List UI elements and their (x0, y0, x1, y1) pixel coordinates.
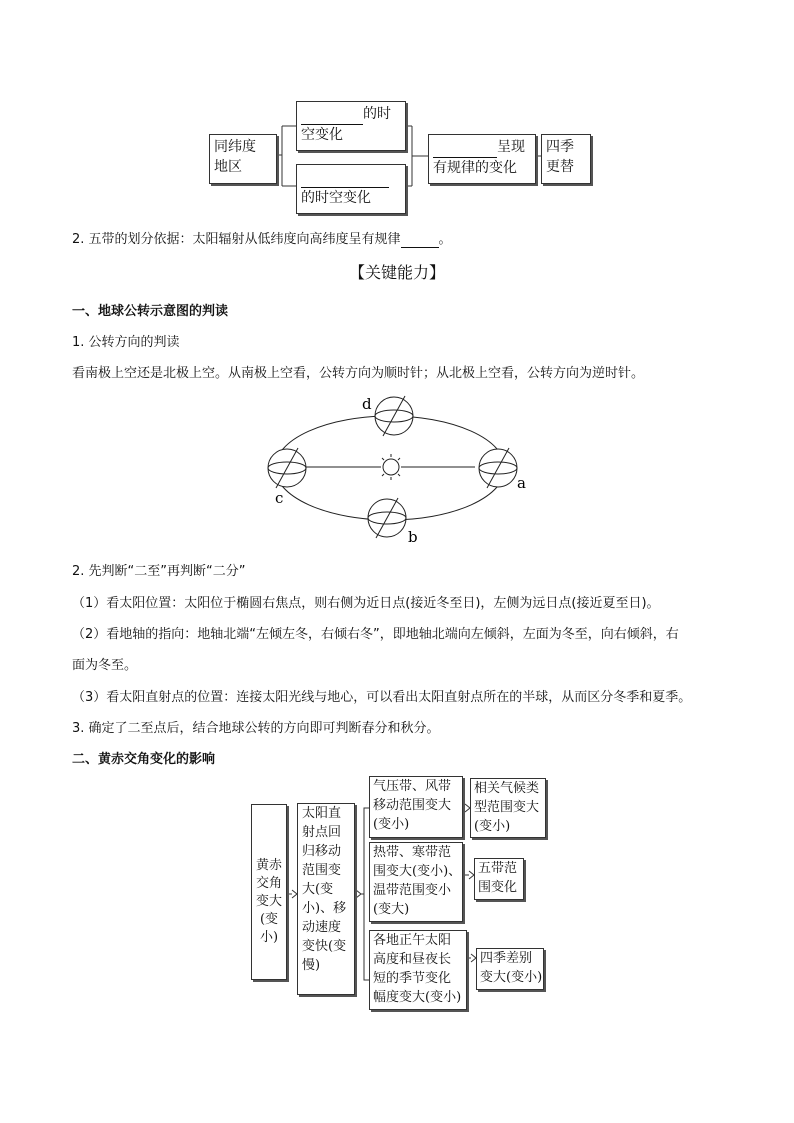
sun-icon (378, 454, 404, 480)
box-seasons: 四季 更替 (541, 134, 591, 184)
part1-item2-line1: （2）看地轴的指向：地轴北端“左倾左冬，右倾右冬”，即地轴北端向左倾斜，左面为冬至，向右倾斜，右 (72, 627, 679, 642)
part1-text1: 看南极上空还是北极上空。从南极上空看，公转方向为顺时针；从北极上空看，公转方向为逆时针。 (72, 366, 645, 381)
part1-heading: 一、地球公转示意图的判读 (72, 304, 229, 319)
earth-icon-b (368, 498, 406, 538)
part2-heading: 二、黄赤交角变化的影响 (72, 752, 216, 767)
section-title: 【关键能力】 (348, 263, 445, 282)
box-zones: 热带、寒带范 围变大(变小)、 温带范围变小 (变大) (369, 842, 463, 922)
box-pressure-belts: 气压带、风带 移动范围变大 (变小) (369, 776, 463, 838)
orbit-label-d: d (362, 395, 372, 413)
part1-sub3: 3. 确定了二至点后，结合地球公转的方向即可判断春分和秋分。 (72, 721, 440, 736)
box-top-blank: 的时 空变化 (296, 101, 406, 151)
question-2: 2. 五带的划分依据：太阳辐射从低纬度向高纬度呈有规律 。 (72, 232, 452, 247)
box-five-zones: 五带范 围变化 (474, 858, 524, 900)
part1-item2-line2: 面为冬至。 (72, 658, 138, 673)
box-same-latitude: 同纬度 地区 (209, 134, 277, 184)
part1-item3: （3）看太阳直射点的位置：连接太阳光线与地心，可以看出太阳直射点所在的半球，从而区分冬季和夏季。 (72, 690, 692, 705)
earth-icon-c (268, 448, 306, 488)
orbit-diagram (250, 385, 540, 550)
answer-blank[interactable] (401, 232, 439, 248)
box-direct-point: 太阳直 射点回 归移动 范围变 大(变 小)、移 动速度 变快(变 慢) (297, 803, 355, 995)
box-climate-types: 相关气候类 型范围变大 (变小) (470, 778, 546, 838)
answer-blank[interactable] (433, 137, 497, 158)
box-obliquity: 黄赤 交角 变大 (变小) (251, 804, 287, 980)
part1-item1: （1）看太阳位置：太阳位于椭圆右焦点，则右侧为近日点(接近冬至日)，左侧为远日点(接近夏至日)。 (72, 596, 660, 611)
earth-icon-a (479, 448, 517, 488)
answer-blank[interactable] (301, 104, 363, 125)
box-mid-blank: 呈现 有规律的变化 (428, 134, 536, 184)
part1-sub2: 2. 先判断“二至”再判断“二分” (72, 564, 246, 579)
answer-blank[interactable] (301, 167, 389, 188)
box-solar-altitude: 各地正午太阳 高度和昼夜长 短的季节变化 幅度变大(变小) (369, 930, 467, 1010)
orbit-label-a: a (517, 474, 526, 492)
orbit-label-c: c (275, 489, 284, 507)
earth-icon-d (375, 396, 413, 436)
box-seasonal-difference: 四季差别 变大(变小) (476, 948, 544, 990)
box-bottom-blank: 的时空变化 (296, 164, 406, 214)
orbit-label-b: b (408, 528, 418, 546)
part1-sub1: 1. 公转方向的判读 (72, 335, 180, 350)
